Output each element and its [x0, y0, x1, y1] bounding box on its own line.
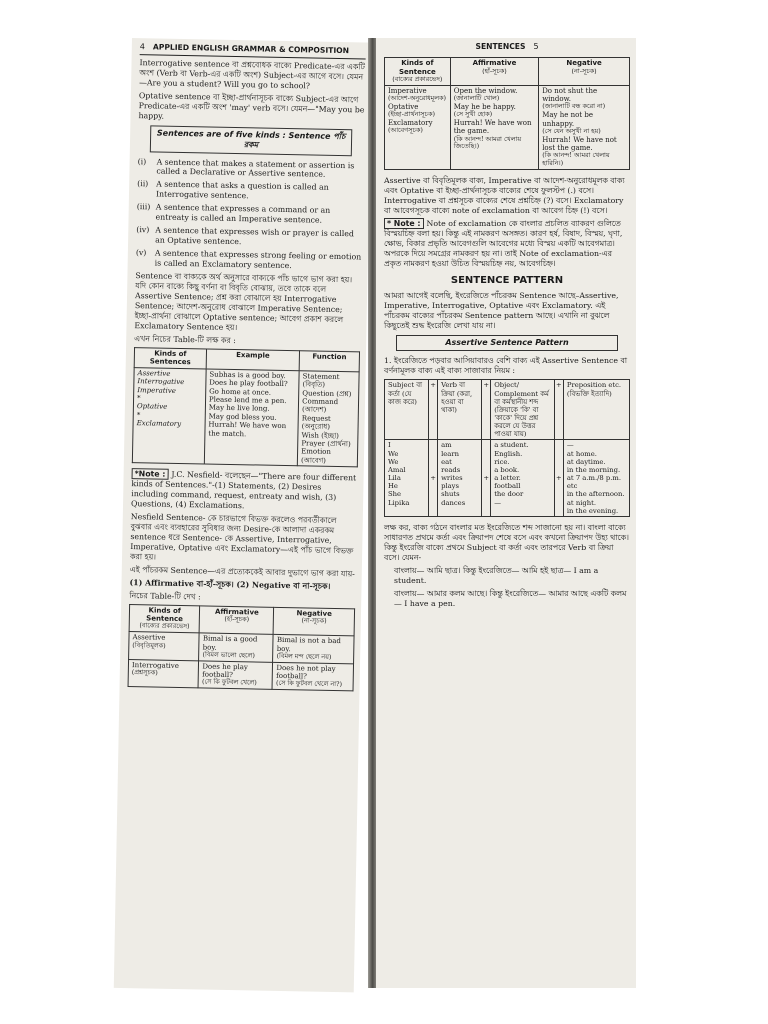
nesfield-paragraph: Nesfield Sentence- কে চারভাগে বিভক্ত করলেও পরবর্তীকালে বুঝবার এবং ব্যবহারের সুবিধার জন্য Desire-কে আলাদা একরকম sentence ধরে Sentence- কে Assertive, Interrogative, Imperative, Optative এবং Exclamatory—এই পাঁচ ভাগে বিভক্ত করা হয়। — [129, 512, 354, 562]
cell-line: (আবেগসূচক) — [388, 126, 423, 135]
cell-line: shuts — [441, 490, 460, 499]
header-main: Kinds of Sentence — [146, 606, 184, 624]
cell-line: a letter. — [494, 474, 521, 483]
cell-line: Prayer (প্রার্থনা) — [301, 439, 351, 449]
right-page — [376, 38, 636, 988]
cell-line: a student. — [494, 441, 529, 450]
cell-line: (সে যেন অসুখী না হয়) — [542, 126, 601, 135]
column-header — [385, 58, 451, 85]
cell-line: Optative — [136, 402, 168, 412]
cell-line: (জানালাটি বন্ধ করো না) — [542, 102, 606, 111]
item-text: A sentence that makes a statement or assertion is called a Declarative or Assertive sentence. — [156, 157, 355, 180]
cell-line: Lila — [388, 474, 401, 483]
plus-sign: + — [554, 440, 563, 516]
left-running-head — [140, 42, 366, 60]
cell-line: (প্রশ্নসূচক) — [131, 668, 158, 677]
cell-line: Hurrah! We have won the match. — [208, 420, 287, 438]
item-text: A sentence that expresses wish or prayer is called an Optative sentence. — [155, 225, 354, 247]
kinds-list — [136, 157, 364, 273]
section-title: SENTENCE PATTERN — [450, 274, 564, 286]
cell-line: * — [137, 394, 141, 403]
left-book-title: APPLIED ENGLISH GRAMMAR & COMPOSITION — [152, 42, 350, 56]
cell-line: at home. — [566, 449, 597, 458]
affirmative-negative-table — [128, 604, 356, 692]
subheading: Assertive Sentence Pattern — [396, 335, 618, 351]
cell-line: Hurrah! We have won the game. — [453, 118, 532, 136]
cell-line: Please lend me a pen. — [208, 395, 287, 405]
objects-cell — [491, 440, 555, 516]
note-label: * Note : — [384, 218, 424, 229]
table-cell — [272, 662, 353, 691]
plus-sign: + — [429, 440, 438, 516]
cell-line: (সে সুখী হোক) — [453, 110, 493, 119]
cell-line: — — [566, 441, 574, 450]
cell-line: (আদেশ-অনুরোধমূলক) — [388, 94, 446, 103]
column-header — [199, 606, 274, 635]
item-number: (iii) — [136, 202, 151, 212]
cell-line: dances — [441, 498, 466, 507]
kinds-list-item — [137, 180, 363, 204]
item-number: (i) — [137, 156, 147, 166]
cell-line: Interrogative — [137, 377, 185, 387]
cell-line: writes — [441, 474, 463, 483]
cell-line: am — [441, 441, 452, 450]
left-page-number: 4 — [139, 42, 146, 52]
cell-line: in the afternoon. — [566, 490, 625, 499]
intro-paragraph: Interrogative sentence বা প্রশ্নবোধক বাক্যে Predicate-এর একটি অংশ (Verb বা Verb-এর একটি অংশ) Subject-এর আগে বসে। যেমন—Are you a student? Will you go to school? — [139, 58, 366, 91]
cell-line: (জানালাটি খোল) — [453, 94, 500, 103]
column-header: Object/ Complement কর্ম বা কর্মস্থানীয় শব্দ (ক্রিয়াকে 'কি' বা 'কাকে' দিয়ে প্রশ্ন করলে যে উত্তর পাওয়া যায়) — [491, 380, 555, 440]
cell-line: Question (প্রশ্ন) — [302, 388, 352, 398]
cell-line: Command (আদেশ) — [301, 397, 339, 415]
cell-line: * — [136, 410, 141, 419]
cell-line: Exclamatory — [136, 419, 182, 429]
note-label: *Note : — [132, 468, 169, 480]
division-items: (1) Affirmative বা-হাঁ-সূচক। (2) Negative বা না-সূচক। — [129, 577, 331, 591]
note-text: Note of exclamation কে বাংলার প্রচলিত ব্যাকরণ গুলিতে বিস্ময়চিহ্ন বলা হয়। কিন্তু এই নামকরণ অসঙ্গত। কারণ হর্ষ, বিষাদ, বিস্ময়, ঘৃণা, ক্ষোভ, বিকার প্রভৃতি আবেগগুলি আবেগের মধ্যে বিস্ময় একটি আবেগমাত্র। অপরকে দিয়ে সমগ্রের নামকরণ হয় না। তাই Note of exclamation-এর প্রকৃত নামকরণ হওয়া উচিত বিস্ময়চিহ্ন নয়, আবেগচিহ্ন। — [384, 218, 623, 268]
column-header — [129, 604, 200, 633]
header-sub: (বাক্যের প্রকারভেদ) — [139, 621, 190, 631]
cell-line: the door — [494, 490, 524, 499]
cell-line: (কি আনন্দ! আমরা খেলায় জিতেছি।) — [453, 134, 522, 151]
exclamation-note — [384, 219, 630, 269]
cell-line: Open the window. — [453, 86, 518, 95]
header-sub: (না-সূচক) — [571, 66, 597, 75]
item-number: (v) — [135, 248, 147, 258]
kinds-list-item — [136, 203, 362, 227]
plus-sign: + — [429, 380, 438, 440]
cell-line: He — [388, 482, 398, 491]
item-number: (ii) — [137, 179, 149, 189]
after-paragraph: লক্ষ কর, বাক্য গঠনে বাংলার মত ইংরেজিতে শব্দ সাজানো হয় না। বাংলা বাক্যে সাধারণত প্রথমে কর্তা এবং ক্রিয়াপদ শেষে বসে এবং কখনো ক্রিয়াপদ উহ্য থাকে। কিন্তু ইংরেজি বাক্যে প্রথমে Subject বা কর্তা এবং তারপরে Verb বা ক্রিয়া বসে। যেমন- — [384, 522, 629, 562]
pattern-rule: 1. ইংরেজিতে পড়বার আসিয়াবারও বেশি বাক্য এই Assertive Sentence বা বর্ণনামূলক বাক্য এই বাক্য সাজাবার নিয়ম : — [384, 356, 628, 376]
cell-line: at 7 a.m./8 p.m. — [566, 474, 622, 483]
affirmative-negative-table-continued — [384, 57, 630, 170]
cell-line: eat — [441, 457, 452, 466]
cell-line: We — [388, 457, 399, 466]
cell-line: Imperative — [388, 86, 427, 95]
cell-line: Subhas is a good boy. — [209, 370, 286, 380]
meaning-paragraph: Sentence বা বাক্যকে অর্থ অনুসারে বাক্যকে পাঁচ ভাগে ভাগ করা হয়। যদি কোন বাক্যে কিছু বর্ণনা বা বিবৃতি বোঝায়, তবে তাকে বলে Assertive Sentence; প্রশ্ন করা বোঝালে হয় Interrogative Sentence; আদেশ-অনুরোধ বোঝালে Imperative Sentence; ইচ্ছা-প্রার্থনা বোঝালে Optative sentence; আবেগ প্রকাশ করলে Exclamatory Sentence হয়। — [134, 271, 353, 333]
cell-line: Assertive — [132, 633, 166, 642]
cell-line: — — [494, 498, 501, 507]
cell-line: (সে কি ফুটবল খেলে না?) — [275, 679, 343, 689]
column-header — [539, 58, 630, 85]
table-cell — [198, 661, 273, 690]
item-text: A sentence that expresses a command or an entreaty is called an Imperative sentence. — [155, 202, 331, 226]
cell-line: at night. — [566, 498, 596, 507]
cell-line: (বিমল ভালো ছেলে) — [202, 650, 255, 660]
plus-sign: + — [482, 380, 491, 440]
table-row — [385, 85, 630, 169]
cell-line: (কি আনন্দ! আমরা খেলায় হারিনি।) — [542, 151, 610, 168]
rest-cell — [563, 440, 629, 516]
kinds-example-table — [132, 347, 360, 467]
table-intro: এখন নিচের Table-টি লক্ষ কর : — [134, 334, 236, 346]
cell-line: (ইচ্ছা-প্রার্থনাসূচক) — [388, 110, 435, 119]
book-spread — [129, 38, 636, 988]
cell-line: Optative — [388, 102, 419, 111]
cell-line: reads — [441, 465, 461, 474]
cell-line: Hurrah! We have not lost the game. — [542, 135, 617, 153]
header-sub: (বাক্যের প্রকারভেদ) — [392, 75, 443, 84]
table-row — [385, 440, 630, 516]
column-header: Verb বা ক্রিয়া (করা, হওয়া বা থাকা) — [438, 380, 482, 440]
header-sub: (না-সূচক) — [301, 616, 327, 625]
cell-line: learn — [441, 449, 459, 458]
header-main: Affirmative — [214, 607, 259, 617]
cell-line: Bimal is not a bad boy. — [276, 636, 341, 653]
cell-line: Do not shut the window. — [542, 86, 598, 104]
item-text: A sentence that asks a question is called an Interrogative sentence. — [155, 179, 329, 201]
cell-line: in the evening. — [566, 506, 619, 515]
kinds-list-item — [137, 157, 363, 181]
cell-line: May he live long. — [208, 403, 270, 414]
table-cell — [199, 633, 274, 662]
kinds-heading: Sentences are of five kinds : Sentence পাঁচ রকম — [150, 125, 352, 155]
cell-line: Assertive — [137, 368, 171, 378]
cell-line: Does he play football? — [209, 378, 288, 389]
cell-line: Imperative — [137, 385, 177, 395]
negative-cell — [539, 85, 630, 169]
cell-line: Does he not play football? — [276, 663, 336, 681]
cell-line: Go home at once. — [209, 387, 272, 397]
cell-line: (সে কি ফুটবল খেলে) — [201, 677, 257, 687]
item-number: (iv) — [136, 225, 150, 235]
column-header: Function — [299, 351, 359, 372]
cell-line: Statement (বিবৃতি) — [302, 372, 340, 389]
header-main: Kinds of Sentence — [398, 59, 436, 76]
cell-line: (বিমল মন্দ ছেলে নয়) — [276, 651, 332, 661]
table-row — [128, 659, 353, 691]
cell-line: We — [388, 449, 399, 458]
column-header — [450, 58, 538, 85]
right-chapter-title: SENTENCES — [475, 42, 526, 51]
left-page — [114, 38, 372, 992]
example-line: বাংলায়— আমি ছাত্র। কিন্তু ইংরেজিতে— আমি হই ছাত্র— I am a student. — [394, 565, 599, 585]
cell-line: in the morning. — [566, 465, 621, 474]
header-sub: (হাঁ-সূচক) — [482, 66, 507, 75]
column-header: Subject বা কর্তা (যে কাজ করে) — [385, 380, 429, 440]
cell-line: Amal — [388, 465, 406, 474]
division-paragraph: এই পাঁচরকম Sentence—এর প্রত্যেককেই আবার দুভাগে ভাগ করা যায়- — [129, 564, 355, 579]
item-text: A sentence that expresses strong feeling or emotion is called an Exclamatory sentence. — [154, 248, 362, 271]
verbs-cell — [438, 440, 482, 516]
plus-sign: + — [554, 380, 563, 440]
cell-line: football — [494, 482, 521, 491]
column-header: Kinds of Sentences — [134, 348, 206, 369]
examples-cell — [204, 369, 299, 466]
kinds-list-item — [136, 225, 362, 249]
note-text: J.C. Nesfield- বলেছেন—"There are four different kinds of Sentences."-(1) Statements, (2) Desires including command, request, entreaty and wish, (3) Questions, (4) Exclamations. — [130, 469, 357, 511]
cell-line: May he be happy. — [453, 102, 516, 111]
cell-line: Lipika — [388, 498, 410, 507]
table-row — [129, 632, 354, 664]
cell-line: Bimal is a good boy. — [202, 634, 258, 652]
subjects-cell — [385, 440, 429, 516]
punctuation-paragraph: Assertive বা বিবৃতিমূলক বাক্য, Imperative বা আদেশ-অনুরোধমূলক বাক্য এবং Optative বা ইচ্ছা-প্রার্থনাসূচক বাক্যের শেষে ফুলস্টপ (.) বসে। Interrogative বা প্রশ্নসূচক বাক্যের শেষে প্রশ্নচিহ্ন (?) বসে। Exclamatory বা আবেগসূচক বাক্যে note of exclamation বা আবেগ চিহ্ন (!) বসে। — [384, 175, 625, 215]
cell-line: a book. — [494, 465, 520, 474]
kinds-list-item — [136, 248, 362, 272]
cell-line: English. — [494, 449, 523, 458]
sentence-pattern-table — [384, 379, 630, 517]
cell-line: etc — [566, 482, 578, 491]
cell-line: Exclamatory — [388, 118, 433, 127]
table-cell — [128, 659, 199, 688]
header-sub: (হাঁ-সূচক) — [224, 614, 250, 624]
cell-line: Does he play football? — [202, 662, 248, 680]
cell-line: She — [388, 490, 402, 499]
column-header: Preposition etc. (বিভক্তি ইত্যাদি) — [563, 380, 629, 440]
cell-line: May god bless you. — [208, 412, 277, 422]
right-page-number: 5 — [533, 42, 539, 51]
cell-line: Interrogative — [131, 660, 179, 670]
cell-line: Emotion (আবেগ) — [300, 447, 332, 465]
table-cell — [273, 634, 354, 663]
cell-line: May he not be unhappy. — [542, 111, 593, 128]
pattern-intro: আমরা আগেই বলেছি, ইংরেজিতে পাঁচরকম Sentence আছে–Assertive, Imperative, Interrogative, Optative এবং Exclamatory. এই পাঁচরকম বাক্যের পাঁচরকম Sentence pattern আছে। এখানি না বুঝলে কিছুতেই শুদ্ধ ইংরেজি লেখা যায় না। — [384, 291, 619, 331]
column-header — [274, 607, 355, 636]
table-row — [132, 367, 359, 467]
example-line: বাংলায়— আমার কলম আছে। কিন্তু ইংরেজিতে— আমার আছে একটি কলম— I have a pen. — [394, 588, 627, 608]
nesfield-note — [131, 469, 358, 513]
cell-line: at daytime. — [566, 457, 606, 466]
cell-line: I — [388, 441, 391, 450]
header-main: Affirmative — [472, 59, 517, 68]
table-header-row — [385, 380, 630, 440]
intro-paragraph: Optative sentence বা ইচ্ছা-প্রার্থনাসূচক বাক্যে Subject-এর আগে Predicate-এর একটি অংশ 'may' verb বসে। যেমন—"May you be happy. — [138, 91, 365, 121]
kinds-cell — [385, 85, 451, 169]
table-intro: নিচের Table-টি দেখ : — [129, 590, 201, 602]
column-header: Example — [206, 349, 300, 371]
functions-cell — [297, 371, 359, 467]
header-main: Negative — [296, 608, 332, 618]
cell-line: Request (অনুরোধ) — [301, 414, 331, 431]
right-running-head — [384, 42, 630, 54]
cell-line: (বিবৃতিমূলক) — [132, 640, 166, 650]
affirmative-cell — [450, 85, 538, 169]
plus-sign: + — [482, 440, 491, 516]
header-main: Negative — [566, 59, 602, 68]
cell-line: plays — [441, 482, 459, 491]
kinds-cell — [132, 367, 206, 464]
table-cell — [129, 632, 200, 661]
cell-line: rice. — [494, 457, 510, 466]
cell-line: Wish (ইচ্ছা) — [301, 430, 339, 440]
